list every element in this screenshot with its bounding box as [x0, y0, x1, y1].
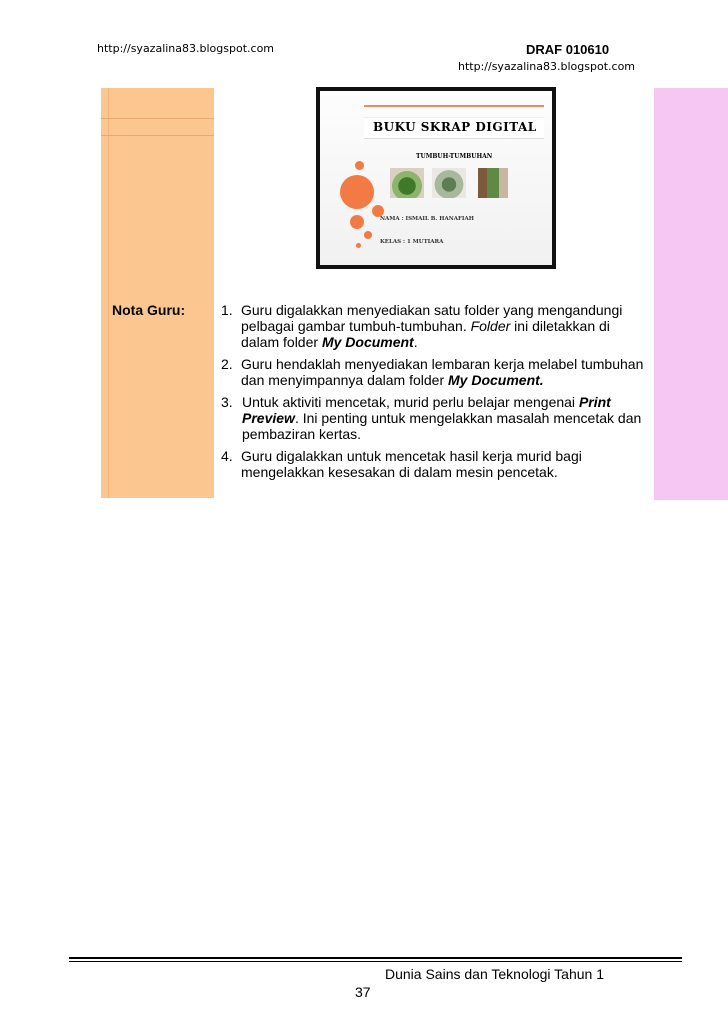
- note-item: [221, 302, 651, 350]
- plant-photo: [432, 168, 466, 198]
- right-margin-column: [654, 88, 728, 500]
- slide-canvas: [320, 91, 552, 265]
- decor-circle: [340, 175, 374, 209]
- note-text: My Document: [321, 334, 414, 350]
- footer-book-title: Dunia Sains dan Teknologi Tahun 1: [385, 966, 604, 982]
- plant-photo: [478, 168, 508, 198]
- slide-name-line: NAMA : ISMAIL B. HANAFIAH: [380, 216, 474, 222]
- note-text: .: [413, 334, 418, 350]
- note-text: Guru hendaklah menyediakan lembaran kerja melabel tumbuhan dan menyimpannya dalam folder: [241, 356, 644, 388]
- note-number: 1.: [221, 302, 233, 318]
- note-text: Folder: [470, 318, 511, 334]
- note-text: Guru digalakkan untuk mencetak hasil kerja murid bagi mengelakkan kesesakan di dalam mesin pencetak.: [241, 448, 582, 480]
- slide-thumbnail: [316, 87, 556, 269]
- slide-subtitle: TUMBUH-TUMBUHAN: [416, 153, 493, 160]
- column-cell: [101, 118, 214, 136]
- slide-class-line: KELAS : 1 MUTIARA: [380, 239, 444, 245]
- note-text: . Ini penting untuk mengelakkan masalah mencetak dan pembaziran kertas.: [242, 410, 642, 442]
- left-label-column: [101, 88, 214, 498]
- decor-circle: [350, 215, 364, 229]
- teacher-notes-list: [221, 302, 651, 486]
- decor-circle: [355, 161, 364, 170]
- slide-accent-bar: [364, 105, 544, 107]
- decor-circle: [356, 243, 361, 248]
- note-number: 4.: [221, 448, 233, 464]
- note-text: Guru digalakkan menyediakan satu folder yang mengandungi pelbagai gambar tumbuh-tumbuhan.: [241, 302, 623, 334]
- footer-rule: [69, 961, 682, 962]
- note-text: My Document.: [448, 372, 544, 388]
- column-cell: [101, 88, 214, 119]
- header-url-left: http://syazalina83.blogspot.com: [97, 42, 275, 55]
- notes-label: Nota Guru:: [112, 302, 186, 318]
- column-divider: [108, 88, 109, 498]
- note-number: 3.: [221, 394, 233, 410]
- decor-circle: [364, 231, 372, 239]
- note-item: [221, 448, 651, 480]
- note-text: Print Preview: [242, 394, 611, 426]
- draft-label: DRAF 010610: [526, 42, 610, 57]
- slide-title: BUKU SKRAP DIGITAL: [373, 120, 537, 134]
- note-item: [221, 394, 651, 442]
- note-item: [221, 356, 651, 388]
- footer-rule: [69, 957, 682, 959]
- note-text: Untuk aktiviti mencetak, murid perlu belajar mengenai: [242, 394, 579, 410]
- page-number: 37: [355, 984, 371, 1000]
- note-number: 2.: [221, 356, 233, 372]
- plant-photo: [390, 168, 424, 198]
- header-url-right: http://syazalina83.blogspot.com: [458, 60, 636, 73]
- note-text: ini diletakkan di dalam folder: [241, 318, 610, 350]
